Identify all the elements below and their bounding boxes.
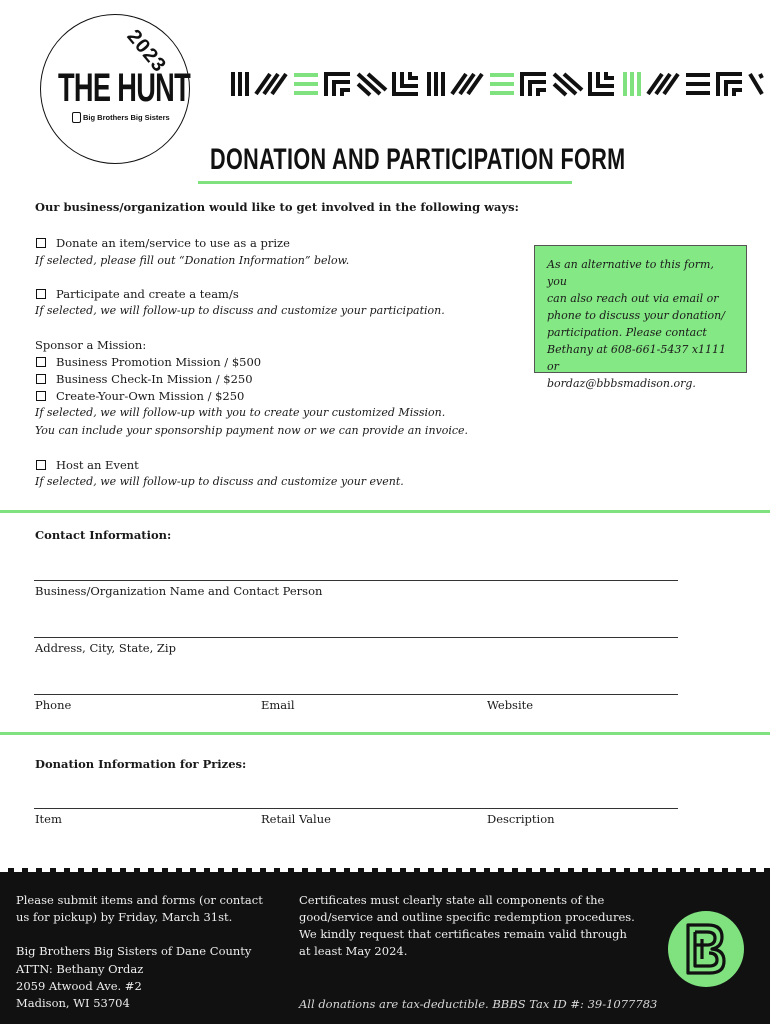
- business-name-label: Business/Organization Name and Contact Person: [35, 584, 323, 598]
- logo-org: [72, 112, 170, 123]
- sponsor-option-3-label: Create-Your-Own Mission / $250: [56, 389, 245, 403]
- cert-text-2: good/service and outline specific redemption procedures.: [299, 910, 635, 924]
- bbbs-logo-icon: [684, 923, 728, 975]
- sponsor-note-2: You can include your sponsorship payment now or we can provide an invoice.: [35, 424, 469, 437]
- contact-heading: Contact Information:: [35, 528, 172, 542]
- sponsor-note-1: If selected, we will follow-up with you to create your customized Mission.: [35, 406, 446, 419]
- note-line: bordaz@bbbsmadison.org.: [547, 377, 696, 390]
- sponsor-2-checkbox[interactable]: [36, 374, 46, 384]
- contact-alternative-note: [534, 245, 747, 390]
- title-underline: [198, 181, 572, 184]
- sponsor-1-checkbox[interactable]: [36, 357, 46, 367]
- note-line: Bethany at 608-661-5437 x1111 or: [547, 343, 727, 373]
- address-label: Address, City, State, Zip: [35, 641, 176, 655]
- sponsor-3-checkbox[interactable]: [36, 391, 46, 401]
- participate-checkbox[interactable]: [36, 289, 46, 299]
- sponsor-option-2[interactable]: [36, 372, 253, 386]
- option-participate[interactable]: [36, 287, 239, 301]
- option-participate-label: Participate and create a team/s: [56, 287, 239, 301]
- host-checkbox[interactable]: [36, 460, 46, 470]
- submit-text-2: us for pickup) by Friday, March 31st.: [16, 910, 233, 924]
- option-donate[interactable]: [36, 236, 290, 250]
- donate-checkbox[interactable]: [36, 238, 46, 248]
- description-label: Description: [487, 812, 555, 826]
- option-donate-label: Donate an item/service to use as a prize: [56, 236, 290, 250]
- section-divider: [0, 510, 770, 513]
- address-line-3: 2059 Atwood Ave. #2: [16, 979, 142, 993]
- address-line-1: Big Brothers Big Sisters of Dane County: [16, 944, 252, 958]
- donation-line[interactable]: [34, 808, 678, 809]
- logo-title: THE HUNT: [58, 66, 191, 110]
- decorative-pattern-banner: [230, 70, 765, 98]
- sponsor-heading: Sponsor a Mission:: [35, 338, 147, 352]
- retail-value-label: Retail Value: [261, 812, 331, 826]
- cert-text-4: at least May 2024.: [299, 944, 408, 958]
- submit-text-1: Please submit items and forms (or contact: [16, 893, 263, 907]
- intro-text: Our business/organization would like to get involved in the following ways:: [35, 200, 519, 214]
- item-label: Item: [35, 812, 62, 826]
- phone-label: Phone: [35, 698, 72, 712]
- address-line-2: ATTN: Bethany Ordaz: [16, 962, 144, 976]
- bbbs-mark-icon: [72, 112, 81, 123]
- address-line-4: Madison, WI 53704: [16, 996, 130, 1010]
- option-donate-note: If selected, please fill out “Donation Information” below.: [35, 254, 350, 267]
- logo-year: 2023: [120, 24, 171, 79]
- donation-heading: Donation Information for Prizes:: [35, 757, 247, 771]
- note-line: participation. Please contact: [547, 326, 707, 339]
- logo-org-text: Big Brothers Big Sisters: [83, 113, 170, 122]
- note-line: phone to discuss your donation/: [547, 309, 725, 322]
- option-participate-note: If selected, we will follow-up to discuss and customize your participation.: [35, 304, 445, 317]
- sponsor-option-2-label: Business Check-In Mission / $250: [56, 372, 253, 386]
- option-host-label: Host an Event: [56, 458, 139, 472]
- perforation-edge: [0, 868, 770, 872]
- note-line: As an alternative to this form, you: [547, 258, 714, 288]
- sponsor-option-1[interactable]: [36, 355, 261, 369]
- website-label: Website: [487, 698, 534, 712]
- event-logo: [40, 14, 190, 164]
- business-name-line[interactable]: [34, 580, 678, 581]
- option-host-note: If selected, we will follow-up to discuss and customize your event.: [35, 475, 404, 488]
- option-host[interactable]: [36, 458, 139, 472]
- section-divider: [0, 732, 770, 735]
- note-line: can also reach out via email or: [547, 292, 719, 305]
- address-line[interactable]: [34, 637, 678, 638]
- page-title: DONATION AND PARTICIPATION FORM: [210, 143, 626, 176]
- phone-email-website-line[interactable]: [34, 694, 678, 695]
- cert-text-1: Certificates must clearly state all components of the: [299, 893, 605, 907]
- sponsor-option-1-label: Business Promotion Mission / $500: [56, 355, 262, 369]
- sponsor-option-3[interactable]: [36, 389, 244, 403]
- email-label: Email: [261, 698, 295, 712]
- tax-deductible-text: All donations are tax-deductible. BBBS Tax ID #: 39-1077783: [299, 997, 658, 1011]
- cert-text-3: We kindly request that certificates remain valid through: [299, 927, 627, 941]
